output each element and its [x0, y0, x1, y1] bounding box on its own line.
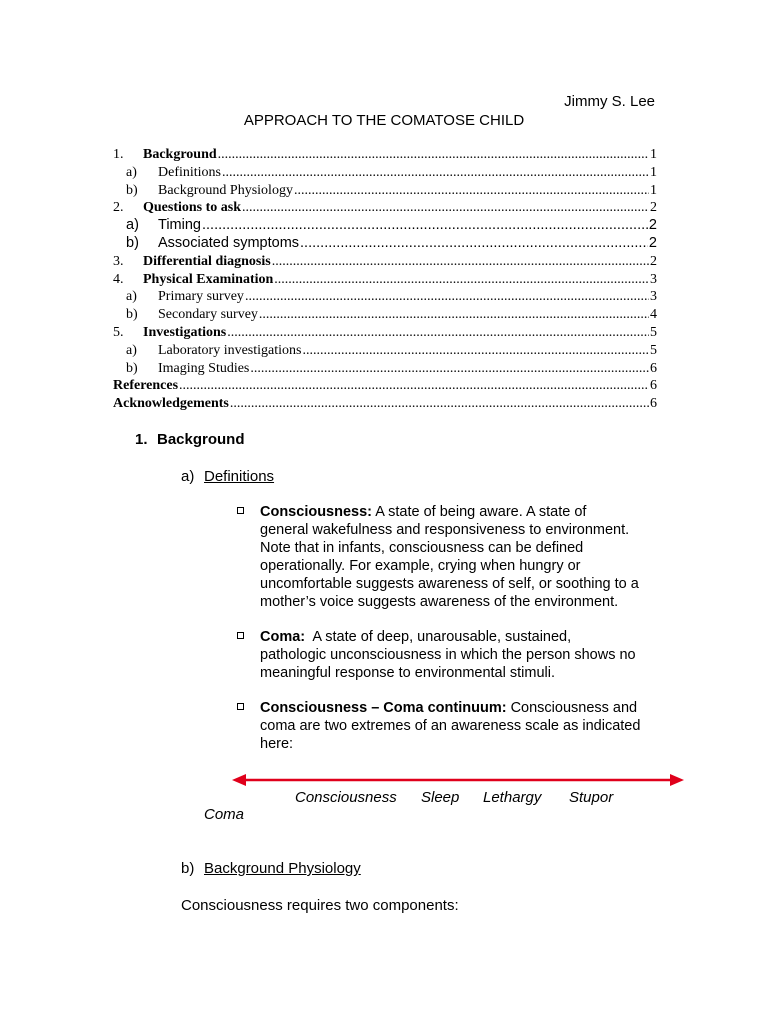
toc-entry[interactable] [113, 253, 657, 271]
toc-entry-page: 6 [650, 360, 657, 376]
double-headed-arrow-icon [232, 770, 684, 790]
checkbox-bullet-icon [237, 632, 244, 639]
toc-entry-number: 3. [113, 253, 124, 269]
subsection-heading-physiology [181, 860, 361, 877]
toc-leader-dots [259, 306, 649, 324]
scale-label-stupor: Stupor [569, 789, 614, 806]
toc-entry-label: Questions to ask [143, 200, 242, 216]
toc-entry-label: Laboratory investigations [158, 342, 302, 358]
scale-label-lethargy: Lethargy [483, 789, 542, 806]
toc-entry-label: Definitions [158, 164, 221, 180]
toc-entry[interactable] [113, 324, 657, 342]
toc-entry[interactable] [113, 306, 657, 324]
bullet-continuum [237, 699, 662, 753]
scale-label-coma: Coma [204, 806, 245, 823]
toc-entry[interactable] [113, 377, 657, 395]
toc-entry-page: 3 [650, 289, 657, 305]
document-title-text: APPROACH TO THE COMATOSE CHILD [243, 112, 525, 129]
toc-entry-number: a) [126, 164, 137, 180]
toc-leader-dots [227, 324, 649, 342]
toc-entry-label: Differential diagnosis [143, 253, 271, 269]
bullet-description: A state of deep, unarousable, sustained, pathologic unconsciousness in which the person shows no meaningful response to environmental stimuli. [260, 629, 636, 681]
bullet-text [260, 699, 662, 753]
toc-entry-page: 6 [650, 396, 657, 412]
toc-leader-dots [179, 377, 649, 395]
toc-entry[interactable] [113, 271, 657, 289]
toc-entry-page: 2 [650, 253, 657, 269]
toc-entry-label: Background [143, 147, 217, 162]
checkbox-bullet-icon [237, 703, 244, 710]
bullet-text [260, 503, 662, 611]
subsection-title: Background Physiology [204, 860, 361, 877]
arrow-head-right [670, 774, 684, 786]
scale-label-consciousness: Consciousness [295, 789, 397, 806]
bullet-text [260, 628, 662, 682]
bullet-line: Note that in infants, consciousness can be defined [260, 540, 584, 556]
toc-leader-dots [245, 288, 649, 306]
toc-leader-dots [242, 199, 649, 217]
toc-leader-dots [272, 253, 649, 271]
subsection-letter: a) [181, 468, 195, 485]
paragraph-text: Consciousness requires two components: [181, 897, 459, 914]
toc-leader-dots [222, 164, 649, 182]
toc-entry-label: Imaging Studies [158, 360, 250, 376]
toc-entry-page: 5 [650, 324, 657, 340]
toc-entry-page: 3 [650, 271, 657, 287]
toc-entry-label: Investigations [143, 324, 227, 340]
toc-entry-label: Physical Examination [143, 271, 274, 287]
scale-label-sleep: Sleep [421, 789, 460, 806]
toc-entry-page: 5 [650, 342, 657, 358]
toc-leader-dots [294, 182, 649, 200]
subsection-heading-definitions [181, 468, 274, 485]
toc-entry-page: 4 [650, 307, 657, 323]
toc-entry-number: a) [126, 342, 137, 358]
section-heading-background [135, 431, 245, 448]
toc-leader-dots [230, 395, 649, 413]
bullet-line: A state of being aware. A state of [372, 504, 587, 520]
toc-entry-label: Secondary survey [158, 307, 258, 323]
toc-entry-number: 5. [113, 324, 124, 340]
table-of-contents [113, 146, 657, 413]
toc-leader-dots [202, 217, 648, 235]
bullet-line: uncomfortable suggests awareness of self, or soothing to a [260, 576, 639, 592]
toc-entry[interactable] [113, 217, 657, 235]
bullet-consciousness [237, 503, 662, 611]
bullet-line: general wakefulness and responsiveness to environment. [260, 522, 630, 538]
toc-entry[interactable] [113, 395, 657, 413]
toc-entry-number: 4. [113, 271, 124, 287]
bullet-term: Consciousness – Coma continuum: [260, 700, 507, 716]
toc-entry-label: Background Physiology [158, 182, 293, 198]
toc-entry-number: b) [126, 360, 138, 376]
toc-entry-label: References [113, 378, 179, 394]
bullet-coma [237, 628, 662, 682]
toc-entry-number: b) [126, 234, 139, 251]
toc-entry[interactable] [113, 146, 657, 164]
toc-entry[interactable] [113, 288, 657, 306]
bullet-line: mother’s voice suggests awareness of the environment. [260, 594, 619, 610]
toc-leader-dots [274, 271, 649, 289]
section-title: Background [157, 431, 245, 448]
toc-entry-number: 2. [113, 200, 124, 216]
toc-entry[interactable] [113, 182, 657, 200]
toc-entry[interactable] [113, 235, 657, 253]
toc-entry-number: 1. [113, 147, 124, 162]
toc-entry-page: 2 [650, 200, 657, 216]
toc-entry-label: Primary survey [158, 289, 244, 305]
document-title [0, 112, 768, 129]
subsection-letter: b) [181, 860, 195, 877]
toc-entry-number: b) [126, 182, 138, 198]
toc-leader-dots [302, 342, 649, 360]
section-number: 1. [135, 431, 148, 448]
toc-leader-dots [250, 360, 649, 378]
toc-entry-page: 2 [648, 217, 657, 234]
bullet-term: Consciousness: [260, 504, 372, 520]
toc-entry-number: b) [126, 307, 138, 323]
toc-entry[interactable] [113, 199, 657, 217]
toc-entry-page: 2 [648, 234, 657, 251]
toc-entry-page: 6 [650, 378, 657, 394]
toc-entry[interactable] [113, 164, 657, 182]
bullet-description: Consciousness and coma are two extremes of an awareness scale as indicated here: [260, 700, 641, 752]
checkbox-bullet-icon [237, 507, 244, 514]
toc-entry-number: a) [126, 217, 139, 234]
arrow-head-left [232, 774, 246, 786]
toc-entry-page: 1 [650, 147, 657, 162]
bullet-line: operationally. For example, crying when hungry or [260, 558, 581, 574]
subsection-title: Definitions [204, 468, 275, 485]
author-name: Jimmy S. Lee [564, 93, 655, 110]
toc-leader-dots [218, 146, 649, 164]
toc-entry-number: a) [126, 289, 137, 305]
toc-entry[interactable] [113, 342, 657, 360]
bullet-term: Coma: [260, 629, 306, 645]
toc-entry-page: 1 [650, 182, 657, 198]
toc-entry-label: Associated symptoms [158, 234, 300, 251]
toc-entry-page: 1 [650, 164, 657, 180]
toc-leader-dots [300, 235, 648, 253]
toc-entry[interactable] [113, 360, 657, 378]
toc-entry-label: Acknowledgements [113, 396, 229, 412]
toc-entry-label: Timing [158, 217, 201, 234]
